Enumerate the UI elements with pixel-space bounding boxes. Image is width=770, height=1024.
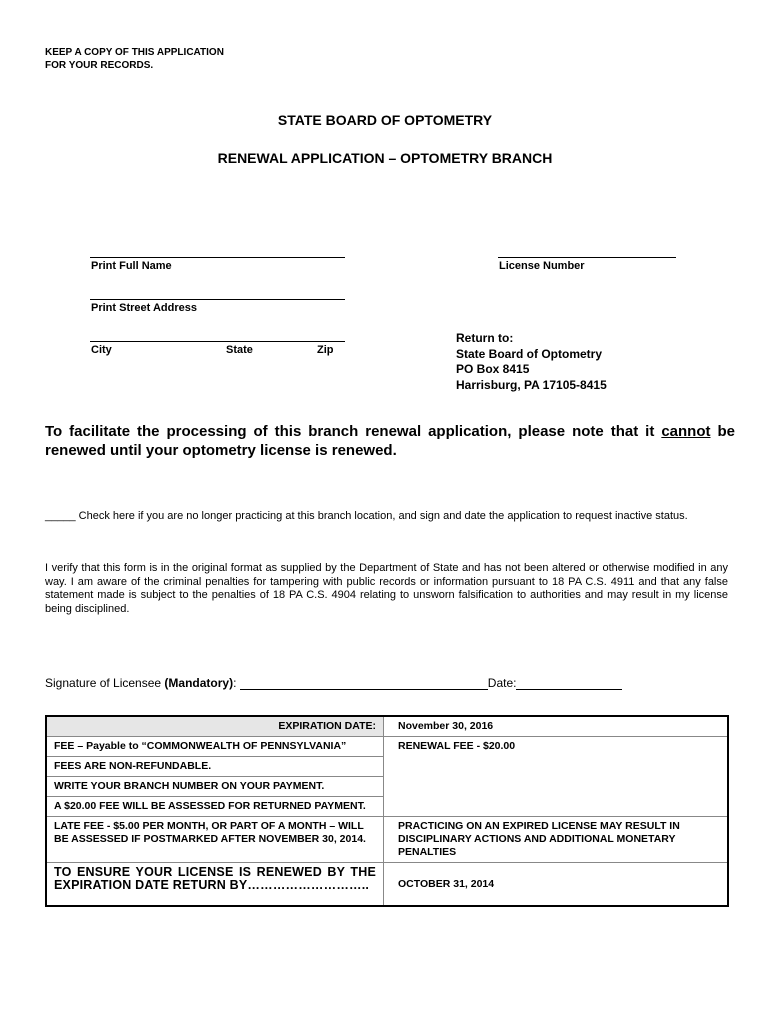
keep-copy-line1: KEEP A COPY OF THIS APPLICATION [45,47,224,58]
fees-non-refundable: FEES ARE NON-REFUNDABLE. [46,757,384,777]
license-number-label: License Number [499,260,585,272]
signature-row [45,676,622,690]
inactive-check-blank[interactable]: _____ [45,510,76,522]
return-address [456,331,607,393]
keep-copy-notice [45,46,224,72]
full-name-label: Print Full Name [91,260,172,272]
city-state-zip-field[interactable] [90,341,345,342]
branch-number-note: WRITE YOUR BRANCH NUMBER ON YOUR PAYMENT. [46,777,384,797]
fee-table [45,715,729,907]
license-number-field[interactable] [498,257,676,258]
returned-payment-fee: A $20.00 FEE WILL BE ASSESSED FOR RETURNED PAYMENT. [46,797,384,817]
board-title: STATE BOARD OF OPTOMETRY [277,112,493,128]
expiration-date-value: November 30, 2016 [384,716,729,737]
verification-statement: I verify that this form is in the original format as supplied by the Department of State and has not been altered or otherwise modified in any way. I am aware of the criminal penalties for tampering with public records or information pursuant to 18 PA C.S. 4911 and that any false statement made is subject to the penalties of 18 PA C.S. 4904 relating to unsworn falsification to authorities and may result in my license being disciplined. [45,562,728,615]
form-title: RENEWAL APPLICATION – OPTOMETRY BRANCH [217,150,553,166]
notice-part2: be renewed until your optometry license is renewed. [45,423,735,459]
return-by-date: OCTOBER 31, 2014 [384,863,729,907]
inactive-status-check [45,510,688,522]
street-address-field[interactable] [90,299,345,300]
date-label: Date: [487,676,517,690]
return-by-instruction: TO ENSURE YOUR LICENSE IS RENEWED BY THE EXPIRATION DATE RETURN BY……………………….. [46,863,384,907]
city-label: City [91,344,112,356]
expiration-date-label: EXPIRATION DATE: [46,716,384,737]
renewal-notice [45,422,735,460]
signature-mandatory: (Mandatory) [164,676,234,690]
fee-payable: FEE – Payable to “COMMONWEALTH OF PENNSYLVANIA” [46,737,384,757]
signature-colon: : [233,676,237,690]
return-heading: Return to: [456,331,514,345]
return-line1: State Board of Optometry [456,346,603,361]
street-address-label: Print Street Address [91,302,197,314]
state-label: State [226,344,253,356]
renewal-fee: RENEWAL FEE - $20.00 [384,737,729,817]
expired-license-warning: PRACTICING ON AN EXPIRED LICENSE MAY RESULT IN DISCIPLINARY ACTIONS AND ADDITIONAL MONETARY PENALTIES [384,817,729,863]
notice-cannot: cannot [661,423,711,440]
return-line2: PO Box 8415 [456,362,530,376]
zip-label: Zip [317,344,334,356]
keep-copy-line2: FOR YOUR RECORDS. [45,60,154,71]
return-line3: Harrisburg, PA 17105-8415 [456,377,607,392]
inactive-check-text: Check here if you are no longer practicing at this branch location, and sign and date the application to request inactive status. [78,510,688,522]
signature-label: Signature of Licensee [45,676,165,690]
date-field[interactable] [516,676,622,690]
late-fee-note: LATE FEE - $5.00 PER MONTH, OR PART OF A MONTH – WILL BE ASSESSED IF POSTMARKED AFTER NOVEMBER 30, 2014. [46,817,384,863]
notice-part1: To facilitate the processing of this branch renewal application, please note that it [45,423,662,440]
signature-field[interactable] [240,676,488,690]
full-name-field[interactable] [90,257,345,258]
